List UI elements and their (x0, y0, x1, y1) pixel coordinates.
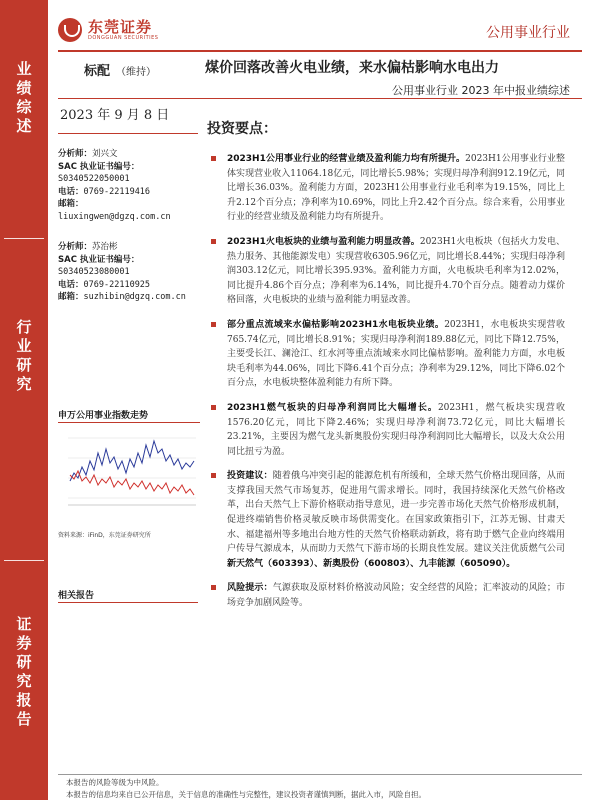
footer-disclaimer: 本报告的信息均来自已公开信息，关于信息的准确性与完整性，建议投资者谨慎判断，据此入市，风险自担。 (66, 790, 426, 799)
report-subtitle: 公用事业行业 2023 年中报业绩综述 (392, 84, 570, 97)
analyst-phone: 0769-22110925 (83, 279, 151, 290)
point-lead: 2023H1燃气板块的归母净利润同比大幅增长。 (227, 402, 438, 413)
analyst-card (58, 148, 198, 223)
point-body: 2023H1，水电板块实现营收765.74亿元，同比增长8.91%；实现归母净利润189.88亿元，同比下降12.75%，主要受长江、澜沧江、红水河等重点流域来水同比偏枯影响。盈利能力方面，水电板块毛利率为44.06%，同比下降6.41个百分点；净利率为29.12%，同比下降6.02个百分点，水电板块整体盈利能力有所下降。 (227, 319, 565, 389)
side-label-performance: 业 绩 综 述 (16, 60, 32, 135)
report-date: 2023 年 9 月 8 日 (60, 108, 170, 123)
point-item (205, 318, 565, 391)
point-item (205, 581, 565, 610)
rating (84, 60, 156, 79)
date-rule (58, 133, 198, 134)
side-label-industry-research: 行 业 研 究 (16, 318, 32, 393)
point-recommendations: 新天然气（603393）、新奥股份（600803）、九丰能源（605090）。 (227, 558, 516, 569)
analyst-cert-label: SAC 执业证书编号： (58, 161, 140, 172)
logo-name: 东莞证券 (88, 18, 153, 36)
analyst-phone: 0769-22119416 (83, 186, 151, 197)
point-item (205, 469, 565, 571)
left-column (58, 104, 198, 304)
index-line-benchmark (70, 471, 194, 495)
analyst-name-label: 分析师： (58, 149, 93, 159)
analyst-phone-label: 电话： (58, 186, 84, 197)
points-heading: 投资要点： (207, 121, 277, 137)
analyst-card (58, 241, 198, 304)
point-item (205, 235, 565, 308)
point-lead: 风险提示： (227, 583, 273, 594)
header-rule (58, 50, 582, 52)
chart-gridlines (68, 438, 196, 498)
footer-rule (58, 774, 582, 775)
point-body: 气源获取及原材料价格波动风险；安全经营的风险；汇率波动的风险；市场竞争加剧风险等。 (227, 583, 565, 609)
side-divider (4, 560, 44, 561)
logo-english: DONGGUAN SECURITIES (88, 35, 159, 41)
index-chart-title: 申万公用事业指数走势 (58, 411, 149, 421)
logo-icon (58, 18, 82, 42)
report-title: 煤价回落改善火电业绩，来水偏枯影响水电出力 (205, 60, 499, 76)
company-logo (58, 18, 158, 42)
analyst-cert: S0340523080001 (58, 267, 130, 277)
analyst-name-label: 分析师： (58, 242, 93, 252)
index-line-utilities (70, 441, 194, 481)
chart-source: 资料来源：iFinD，东莞证券研究所 (58, 532, 151, 539)
analyst-phone-label: 电话： (58, 279, 84, 290)
analyst-email-label: 邮箱： (58, 199, 84, 209)
point-lead: 2023H1火电板块的业绩与盈利能力明显改善。 (227, 236, 420, 247)
analyst-email[interactable]: suzhibin@dgzq.com.cn (83, 292, 186, 302)
analyst-cert: S0340522050001 (58, 174, 130, 184)
point-item (205, 401, 565, 459)
side-label-securities-report: 证 券 研 究 报 告 (16, 615, 32, 728)
point-body: 2023H1公用事业行业整体实现营业收入11064.18亿元，同比增长5.98%；实现归母净利润912.19亿元，同比增长36.03%。盈利能力方面，2023H1公用事业行业毛利率为19.15%，同比上升2.12个百分点；净利率为10.69%，同比上升2.42个百分点。综合来看，公用事业行业的经营业绩及盈利能力均有所提升。 (227, 154, 565, 223)
analyst-name: 苏治彬 (92, 242, 118, 252)
point-body: 2023H1火电板块（包括火力发电、热力服务、其他能源发电）实现营收6305.96亿元，同比增长8.44%；实现归母净利润303.12亿元，同比增长395.93%。盈利能力方面，火电板块毛利率为12.02%，同比提升4.86个百分点；净利率为6.14%，同比提升4.70个百分点。随着动力煤价格回落，火电板块的业绩与盈利能力明显改善。 (227, 236, 565, 306)
point-lead: 投资建议： (227, 471, 273, 482)
point-item (205, 152, 565, 225)
investment-points (205, 118, 565, 621)
point-lead: 2023H1公用事业行业的经营业绩及盈利能力均有所提升。 (227, 154, 466, 164)
footer-risk-level: 本报告的风险等级为中风险。 (66, 778, 164, 787)
rating-note: （维持） (116, 67, 157, 78)
point-body: 随着俄乌冲突引起的能源危机有所缓和，全球天然气价格出现回落，从而支撑我国天然气市场复苏，促进用气需求增长。同时，我国持续深化天然气价格改革，出台天然气上下游价格联动指导意见，进一步完善市场化天然气价格形成机制，促进终端销售价格灵敏反映市场供需变化。在国家政策指引下，江苏无锡、甘肃天水、福建福州等多地出台地方性的天然气价格联动新政，将有助于燃气企业向终端用户传导气源成本，从而助力天然气下游市场的长期良性发展。建议关注优质燃气公司 (227, 471, 565, 555)
related-reports-heading: 相关报告 (58, 591, 95, 601)
title-rule (58, 98, 582, 99)
industry-label: 公用事业行业 (486, 25, 570, 41)
point-lead: 部分重点流域来水偏枯影响2023H1水电板块业绩。 (227, 319, 445, 330)
rating-label: 标配 (84, 64, 111, 79)
side-band (0, 0, 48, 800)
analyst-email-label: 邮箱： (58, 292, 84, 302)
index-chart (58, 422, 200, 517)
side-divider (4, 238, 44, 239)
related-reports-rule (58, 602, 198, 603)
index-chart-graphic (58, 423, 200, 518)
analyst-name: 刘兴文 (92, 149, 118, 159)
analyst-email[interactable]: liuxingwen@dgzq.com.cn (58, 211, 171, 222)
point-body: 2023H1，燃气板块实现营收1576.20亿元，同比下降2.46%；实现归母净利润73.72亿元，同比大幅增长23.21%，主要因为燃气龙头新奥股份实现归母净利润同比大幅增长，以及大众公用同比扭亏为盈。 (227, 402, 565, 457)
analyst-cert-label: SAC 执业证书编号： (58, 254, 140, 265)
